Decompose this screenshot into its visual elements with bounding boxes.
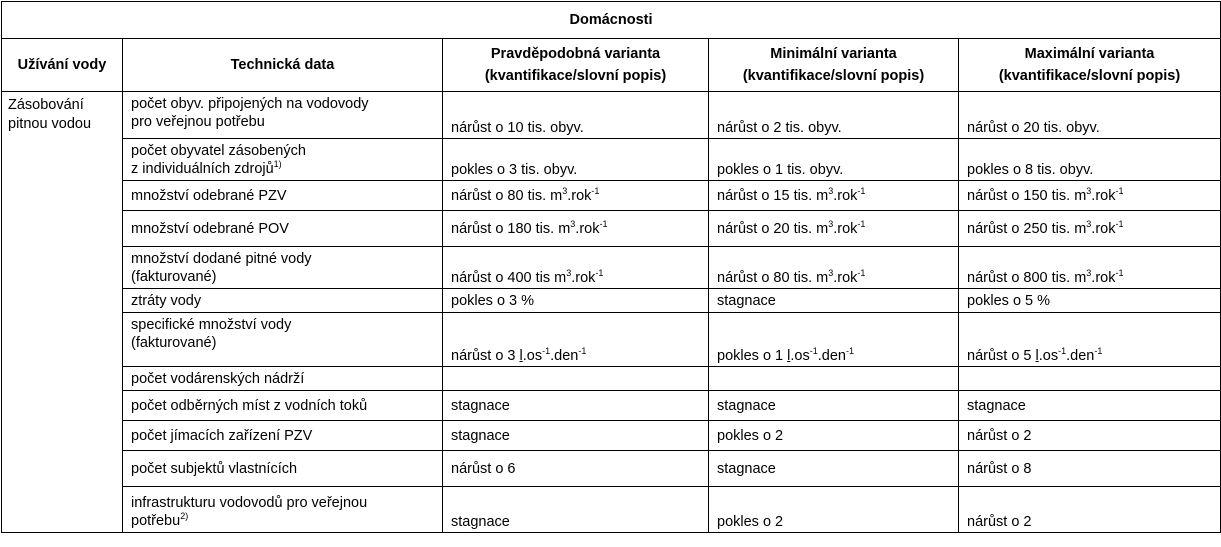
unit-sup: 3 <box>1086 218 1092 229</box>
value-text: nárůst o 20 tis. m <box>717 220 829 237</box>
header-tech: Technická data <box>123 39 443 92</box>
unit-sup: -1 <box>1115 218 1124 229</box>
probable-cell <box>443 247 709 289</box>
tech-cell: počet jímacích zařízení PZV <box>123 421 443 451</box>
maximal-cell <box>959 247 1221 289</box>
tech-cell: množství odebrané PZV <box>123 181 443 211</box>
unit-text: l <box>1035 348 1039 364</box>
minimal-cell: pokles o 2 <box>709 487 959 533</box>
table-title-row <box>2 2 1221 39</box>
value-text: pokles o 1 <box>717 348 784 364</box>
maximal-cell <box>959 211 1221 247</box>
unit-sup: -1 <box>1115 185 1124 196</box>
tech-cell <box>123 92 443 139</box>
probable-cell <box>443 367 709 391</box>
maximal-cell <box>959 313 1221 367</box>
table-row <box>2 289 1221 313</box>
probable-cell <box>443 181 709 211</box>
value-text: nárůst o 3 <box>451 348 516 364</box>
header-maximal-sub: (kvantifikace/slovní popis) <box>998 68 1181 84</box>
unit-text: .rok <box>833 187 858 204</box>
tech-line: pro veřejnou potřebu <box>131 114 265 130</box>
tech-cell: počet odběrných míst z vodních toků <box>123 391 443 421</box>
tech-line: specifické množství vody <box>131 317 292 333</box>
unit-text: .os <box>790 348 810 364</box>
value-text: nárůst o 80 tis. m <box>451 187 563 204</box>
unit-text: .den <box>1066 348 1095 364</box>
header-minimal-sub: (kvantifikace/slovní popis) <box>742 68 925 84</box>
maximal-cell: nárůst o 20 tis. obyv. <box>959 92 1221 139</box>
tech-line: (fakturované) <box>131 335 217 351</box>
minimal-cell <box>709 313 959 367</box>
maximal-cell: nárůst o 8 <box>959 451 1221 487</box>
probable-cell: stagnace <box>443 391 709 421</box>
footnote-mark: 2) <box>180 511 189 522</box>
unit-sup: 3 <box>1086 268 1092 279</box>
header-minimal <box>709 39 959 92</box>
table-row <box>2 367 1221 391</box>
unit-sup: 3 <box>570 218 576 229</box>
unit-sup: -1 <box>857 185 866 196</box>
unit-text: .rok <box>833 270 858 286</box>
unit-sup: -1 <box>599 218 608 229</box>
unit-text: l <box>787 348 791 364</box>
maximal-cell <box>959 367 1221 391</box>
footnote-mark: 1) <box>273 159 282 170</box>
water-usage-table <box>1 1 1221 533</box>
unit-text: .rok <box>575 220 600 237</box>
unit-text: .den <box>550 348 579 364</box>
probable-cell: pokles o 3 % <box>443 289 709 313</box>
maximal-cell <box>959 181 1221 211</box>
minimal-cell: stagnace <box>709 289 959 313</box>
probable-cell <box>443 211 709 247</box>
unit-sup: -1 <box>857 268 866 279</box>
table-row <box>2 313 1221 367</box>
tech-cell: počet subjektů vlastnících <box>123 451 443 487</box>
value-text: nárůst o 5 <box>967 348 1032 364</box>
table-header-row <box>2 39 1221 92</box>
tech-cell <box>123 139 443 181</box>
minimal-cell: stagnace <box>709 451 959 487</box>
header-probable-sub: (kvantifikace/slovní popis) <box>484 68 667 84</box>
probable-cell: nárůst o 6 <box>443 451 709 487</box>
minimal-cell <box>709 181 959 211</box>
header-probable <box>443 39 709 92</box>
probable-cell: stagnace <box>443 421 709 451</box>
table-row <box>2 247 1221 289</box>
unit-sup: -1 <box>809 346 818 357</box>
table-row <box>2 139 1221 181</box>
value-text: nárůst o 400 tis m <box>451 270 567 286</box>
header-minimal-title: Minimální varianta <box>770 46 897 62</box>
unit-sup: -1 <box>857 218 866 229</box>
unit-sup: -1 <box>578 346 587 357</box>
maximal-cell: nárůst o 2 <box>959 421 1221 451</box>
minimal-cell: stagnace <box>709 391 959 421</box>
tech-line: (fakturované) <box>131 269 217 285</box>
unit-sup: 3 <box>828 185 834 196</box>
unit-sup: 3 <box>828 268 834 279</box>
maximal-cell: pokles o 5 % <box>959 289 1221 313</box>
header-probable-title: Pravděpodobná varianta <box>490 46 661 62</box>
value-text: nárůst o 150 tis. m <box>967 187 1087 204</box>
value-text: nárůst o 800 tis. m <box>967 270 1087 286</box>
use-group-cell: Zásobování pitnou vodou <box>2 92 123 533</box>
unit-sup: -1 <box>1115 268 1124 279</box>
unit-text: l <box>519 348 523 364</box>
unit-sup: 3 <box>828 218 834 229</box>
tech-cell <box>123 313 443 367</box>
tech-cell: počet vodárenských nádrží <box>123 367 443 391</box>
header-use: Užívání vody <box>2 39 123 92</box>
tech-line: počet obyvatel zásobených <box>131 143 306 159</box>
tech-cell: množství odebrané POV <box>123 211 443 247</box>
unit-sup: -1 <box>542 346 551 357</box>
minimal-cell <box>709 367 959 391</box>
value-text: nárůst o 15 tis. m <box>717 187 829 204</box>
minimal-cell: nárůst o 2 tis. obyv. <box>709 92 959 139</box>
tech-line: potřebu <box>131 513 181 529</box>
unit-text: .rok <box>1091 220 1116 237</box>
tech-cell: ztráty vody <box>123 289 443 313</box>
unit-text: .os <box>522 348 543 364</box>
unit-sup: -1 <box>595 268 604 279</box>
unit-text: .rok <box>833 220 858 237</box>
tech-cell <box>123 247 443 289</box>
table-row <box>2 487 1221 533</box>
maximal-cell: pokles o 8 tis. obyv. <box>959 139 1221 181</box>
maximal-cell: stagnace <box>959 391 1221 421</box>
table-row <box>2 391 1221 421</box>
value-text: nárůst o 80 tis. m <box>717 270 829 286</box>
probable-cell <box>443 313 709 367</box>
unit-sup: -1 <box>591 185 600 196</box>
table-row <box>2 92 1221 139</box>
tech-line: počet obyv. připojených na vodovody <box>131 96 369 112</box>
unit-text: .os <box>1038 348 1059 364</box>
tech-line: množství dodané pitné vody <box>131 251 312 267</box>
header-maximal <box>959 39 1221 92</box>
table-row <box>2 421 1221 451</box>
minimal-cell: pokles o 2 <box>709 421 959 451</box>
unit-sup: -1 <box>1058 346 1067 357</box>
unit-sup: -1 <box>845 346 854 357</box>
minimal-cell <box>709 247 959 289</box>
unit-text: .den <box>817 348 846 364</box>
minimal-cell: pokles o 1 tis. obyv. <box>709 139 959 181</box>
unit-text: .rok <box>571 270 596 286</box>
unit-sup: 3 <box>566 268 572 279</box>
header-maximal-title: Maximální varianta <box>1024 46 1155 62</box>
tech-line: infrastrukturu vodovodů pro veřejnou <box>131 495 368 511</box>
table-row <box>2 181 1221 211</box>
unit-sup: 3 <box>562 185 568 196</box>
probable-cell: stagnace <box>443 487 709 533</box>
table-title: Domácnosti <box>2 2 1221 39</box>
table-row <box>2 451 1221 487</box>
tech-line: z individuálních zdrojů <box>131 161 274 177</box>
maximal-cell: nárůst o 2 <box>959 487 1221 533</box>
value-text: nárůst o 180 tis. m <box>451 220 571 237</box>
unit-text: .rok <box>567 187 592 204</box>
tech-cell <box>123 487 443 533</box>
unit-sup: 3 <box>1086 185 1092 196</box>
probable-cell: pokles o 3 tis. obyv. <box>443 139 709 181</box>
minimal-cell <box>709 211 959 247</box>
unit-sup: -1 <box>1094 346 1103 357</box>
unit-text: .rok <box>1091 270 1116 286</box>
unit-text: .rok <box>1091 187 1116 204</box>
value-text: nárůst o 250 tis. m <box>967 220 1087 237</box>
table-row <box>2 211 1221 247</box>
probable-cell: nárůst o 10 tis. obyv. <box>443 92 709 139</box>
